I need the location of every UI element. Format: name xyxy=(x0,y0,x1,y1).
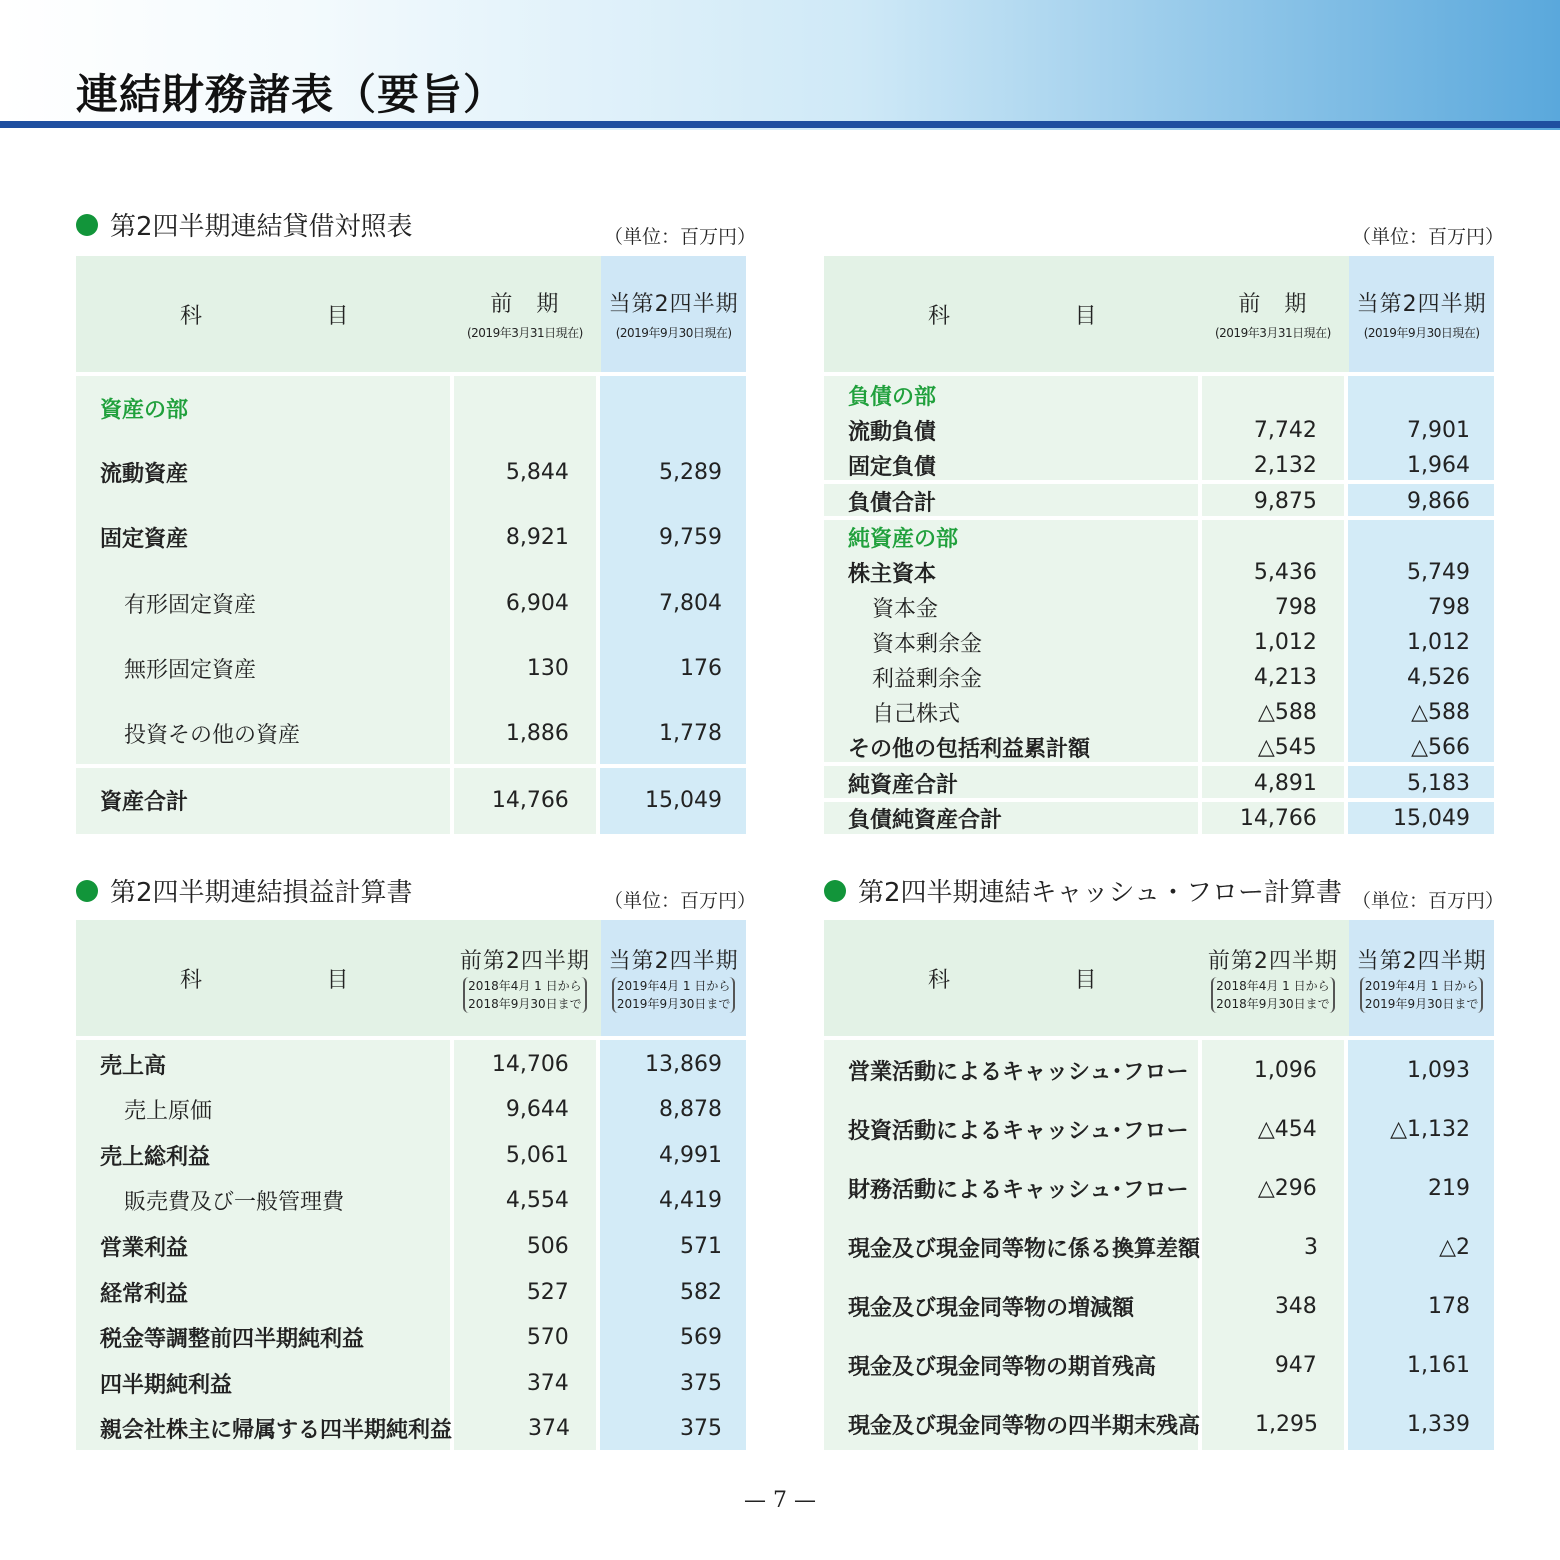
table-row: 投資活動によるキャッシュ･フロー △454 △1,132 xyxy=(848,1116,1470,1144)
table-row: 現金及び現金同等物の期首残高 947 1,161 xyxy=(848,1352,1470,1380)
bullet-icon xyxy=(824,880,846,902)
subject-header: 科 目 xyxy=(928,967,1097,993)
subject-header: 科 目 xyxy=(928,303,1097,329)
table-row-total: 資産合計 14,766 15,049 xyxy=(100,787,722,815)
table-row: 財務活動によるキャッシュ･フロー △296 219 xyxy=(848,1175,1470,1203)
bullet-icon xyxy=(76,214,98,236)
table-row: 純資産の部 xyxy=(848,526,959,552)
table-row: 売上原価 9,644 8,878 xyxy=(124,1096,722,1124)
current-period-header: 当第2四半期 (2019年9月30日現在) xyxy=(1349,256,1494,372)
table-row: 資本金 798 798 xyxy=(872,594,1470,622)
assets-table xyxy=(76,256,746,834)
header-rule xyxy=(0,121,1560,128)
unit-label: （単位：百万円） xyxy=(1352,890,1505,912)
cash-flow-title-text: 第2四半期連結キャッシュ・フロー計算書 xyxy=(858,878,1343,908)
cash-flow-table xyxy=(824,920,1494,1450)
unit-label: （単位：百万円） xyxy=(604,890,757,912)
current-period-header: 当第2四半期 2019年4月 1 日から 2019年9月30日まで xyxy=(601,920,746,1036)
table-row: 投資その他の資産 1,886 1,778 xyxy=(124,720,722,748)
table-row: その他の包括利益累計額 △545 △566 xyxy=(848,734,1470,762)
table-row: 税金等調整前四半期純利益 570 569 xyxy=(100,1324,722,1352)
current-period-header: 当第2四半期 (2019年9月30日現在) xyxy=(601,256,746,372)
table-row: 固定負債 2,132 1,964 xyxy=(848,452,1470,480)
table-row: 売上総利益 5,061 4,991 xyxy=(100,1142,722,1170)
income-statement-title xyxy=(76,872,413,909)
income-statement-table xyxy=(76,920,746,1450)
table-row: 現金及び現金同等物の増減額 348 178 xyxy=(848,1293,1470,1321)
table-row: 営業活動によるキャッシュ･フロー 1,096 1,093 xyxy=(848,1057,1470,1085)
current-period-header: 当第2四半期 2019年4月 1 日から 2019年9月30日まで xyxy=(1349,920,1494,1036)
table-header xyxy=(76,920,746,1036)
table-row: 売上高 14,706 13,869 xyxy=(100,1051,722,1079)
balance-sheet-title-text: 第2四半期連結貸借対照表 xyxy=(110,212,413,242)
subject-header: 科 目 xyxy=(180,303,349,329)
table-row: 固定資産 8,921 9,759 xyxy=(100,524,722,552)
table-row-total: 純資産合計 4,891 5,183 xyxy=(848,770,1470,798)
table-row: 営業利益 506 571 xyxy=(100,1233,722,1261)
table-header xyxy=(76,256,746,372)
subject-header: 科 目 xyxy=(180,967,349,993)
table-row: 有形固定資産 6,904 7,804 xyxy=(124,590,722,618)
liabilities-table xyxy=(824,256,1494,834)
table-row: 資産の部 xyxy=(100,397,189,423)
table-row: 親会社株主に帰属する四半期純利益 374 375 xyxy=(100,1415,722,1443)
page-title: 連結財務諸表（要旨） xyxy=(76,70,507,119)
table-body xyxy=(824,1040,1494,1450)
table-body xyxy=(76,376,746,834)
table-row: 四半期純利益 374 375 xyxy=(100,1370,722,1398)
balance-sheet-title xyxy=(76,206,413,243)
page-number: — 7 — xyxy=(744,1488,816,1513)
table-row: 資本剰余金 1,012 1,012 xyxy=(872,629,1470,657)
table-row-total: 負債純資産合計 14,766 15,049 xyxy=(848,805,1470,833)
prev-period-header: 前第2四半期 2018年4月 1 日から 2018年9月30日まで xyxy=(459,948,590,1011)
prev-period-header: 前 期 (2019年3月31日現在) xyxy=(1214,292,1331,340)
table-row: 販売費及び一般管理費 4,554 4,419 xyxy=(124,1187,722,1215)
cash-flow-title xyxy=(824,872,1342,909)
table-body xyxy=(824,376,1494,834)
unit-label: （単位：百万円） xyxy=(604,226,757,248)
table-header xyxy=(824,256,1494,372)
income-statement-title-text: 第2四半期連結損益計算書 xyxy=(110,878,413,908)
table-row: 無形固定資産 130 176 xyxy=(124,655,722,683)
table-row: 負債の部 xyxy=(848,384,937,410)
table-row-total: 負債合計 9,875 9,866 xyxy=(848,488,1470,516)
table-row: 自己株式 △588 △588 xyxy=(872,699,1470,727)
table-row: 株主資本 5,436 5,749 xyxy=(848,559,1470,587)
table-row: 現金及び現金同等物に係る換算差額 3 △2 xyxy=(848,1234,1470,1262)
bullet-icon xyxy=(76,880,98,902)
unit-label: （単位：百万円） xyxy=(1352,226,1505,248)
prev-period-header: 前第2四半期 2018年4月 1 日から 2018年9月30日まで xyxy=(1207,948,1338,1011)
table-body xyxy=(76,1040,746,1450)
prev-period-header: 前 期 (2019年3月31日現在) xyxy=(466,292,583,340)
table-row: 流動資産 5,844 5,289 xyxy=(100,459,722,487)
table-row: 利益剰余金 4,213 4,526 xyxy=(872,664,1470,692)
table-row: 経常利益 527 582 xyxy=(100,1279,722,1307)
table-row: 流動負債 7,742 7,901 xyxy=(848,417,1470,445)
table-row: 現金及び現金同等物の四半期末残高 1,295 1,339 xyxy=(848,1411,1470,1439)
table-header xyxy=(824,920,1494,1036)
